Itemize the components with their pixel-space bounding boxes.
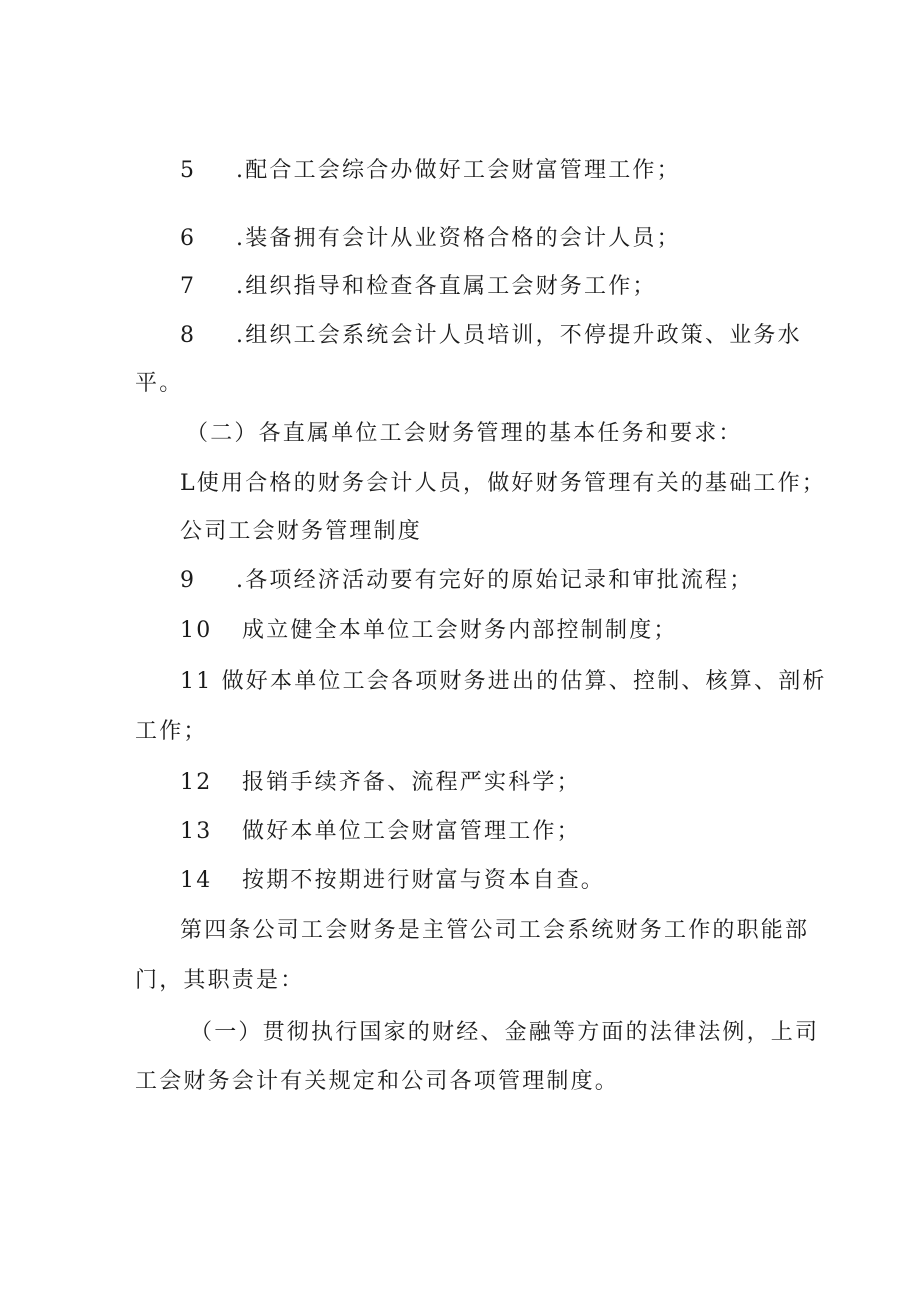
item-number: 14 [180,868,213,893]
item-text: 做好本单位工会财富管理工作； [242,819,581,844]
item-text: 平。 [135,371,184,396]
item-number: 10 [180,618,213,643]
running-title-text: 公司工会财务管理制度 [180,519,423,544]
item-number: 13 [180,819,213,844]
section-heading-text: （二）各直属单位工会财务管理的基本任务和要求： [186,421,743,446]
article-text: 门，其职责是： [135,968,305,993]
item-text: 成立健全本单位工会财务内部控制制度； [242,618,678,643]
item-number: 8 [180,323,197,348]
item-text: 工作； [135,719,208,744]
item-text: .配合工会综合办做好工会财富管理工作； [236,158,681,183]
article-text: 第四条公司工会财务是主管公司工会系统财务工作的职能部 [180,918,810,943]
item-text: 报销手续齐备、流程严实科学； [242,770,581,795]
item-text: 按期不按期进行财富与资本自查。 [242,868,606,893]
item-text: .装备拥有会计从业资格合格的会计人员； [236,226,681,251]
item-number: 9 [180,568,197,593]
item-text: 11 做好本单位工会各项财务进出的估算、控制、核算、剖析 [180,669,827,694]
item-number: 6 [180,226,197,251]
item-number: 12 [180,770,213,795]
item-number: 7 [180,274,197,299]
item-number: 5 [180,158,197,183]
item-text: .各项经济活动要有完好的原始记录和审批流程； [236,568,754,593]
item-text: .组织指导和检查各直属工会财务工作； [236,274,657,299]
item-text: L使用合格的财务会计人员，做好财务管理有关的基础工作； [180,471,827,496]
item-text: .组织工会系统会计人员培训，不停提升政策、业务水 [236,323,802,348]
point-text: （一）贯彻执行国家的财经、金融等方面的法律法例，上司 [190,1020,820,1045]
point-text: 工会财务会计有关规定和公司各项管理制度。 [135,1069,620,1094]
